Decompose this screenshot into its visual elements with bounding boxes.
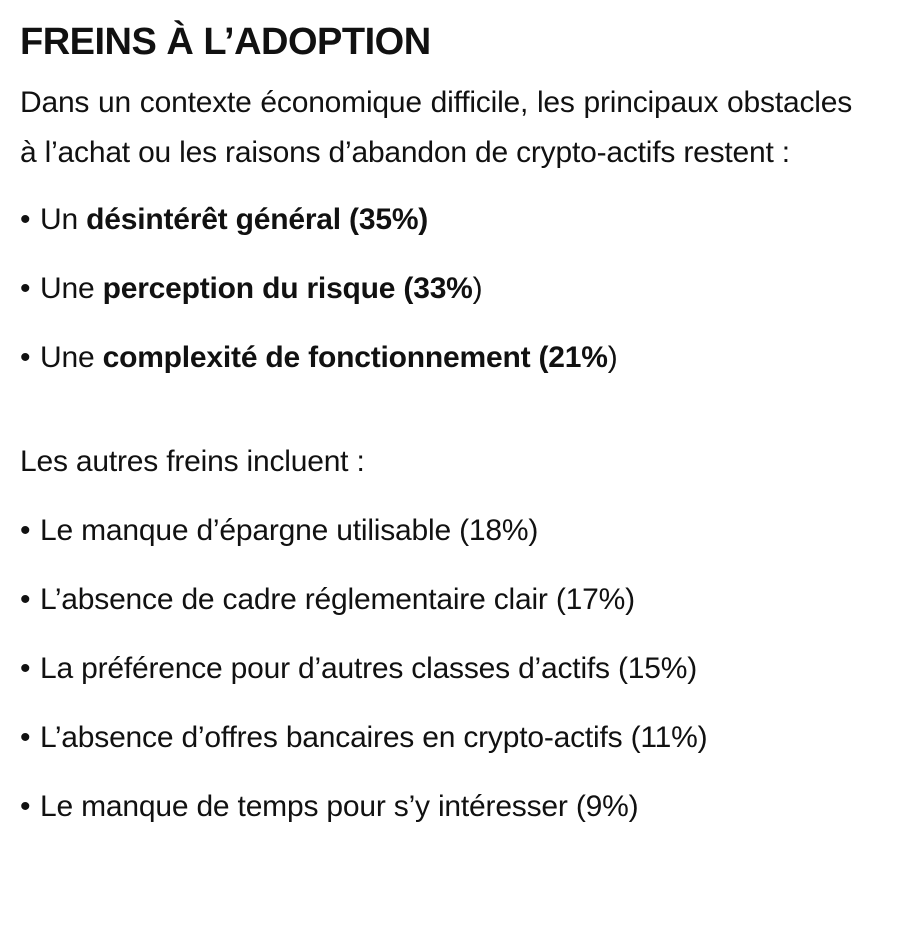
other-obstacles-list: [20, 511, 852, 827]
main-obstacle-item: [20, 338, 852, 378]
other-obstacle-item: [20, 718, 852, 758]
other-obstacle-text: L’absence de cadre réglementaire clair (17%): [40, 583, 635, 616]
main-obstacle-prefix: Une: [40, 341, 103, 374]
section-heading: FREINS À L’ADOPTION: [20, 21, 431, 63]
main-obstacle-suffix: ): [607, 341, 618, 374]
main-obstacle-prefix: Un: [40, 203, 87, 236]
main-obstacle-suffix: ): [472, 272, 483, 305]
intro-paragraph: Dans un contexte économique difficile, les principaux obstacles à l’achat ou les raisons d’abandon de crypto-actifs restent :: [20, 86, 852, 169]
main-obstacle-prefix: Une: [40, 272, 103, 305]
main-obstacle-item: [20, 269, 852, 309]
other-obstacle-item: [20, 649, 852, 689]
bullet-dot: •: [20, 721, 31, 754]
bullet-dot: •: [20, 790, 31, 823]
other-obstacle-item: [20, 787, 852, 827]
other-obstacle-item: [20, 580, 852, 620]
main-obstacle-bold: perception du risque (33%: [102, 272, 473, 305]
main-obstacle-bold: désintérêt général (35%): [86, 203, 429, 236]
other-obstacle-item: [20, 511, 852, 551]
bullet-dot: •: [20, 652, 31, 685]
main-obstacle-bold: complexité de fonctionnement (21%: [102, 341, 608, 374]
other-obstacle-text: L’absence d’offres bancaires en crypto-actifs (11%): [40, 721, 708, 754]
bullet-dot: •: [20, 272, 31, 305]
other-obstacles-intro: Les autres freins incluent :: [20, 445, 365, 478]
main-obstacle-item: [20, 200, 852, 240]
other-obstacle-text: Le manque d’épargne utilisable (18%): [40, 514, 539, 547]
bullet-dot: •: [20, 341, 31, 374]
main-obstacles-list: [20, 200, 852, 378]
bullet-dot: •: [20, 203, 31, 236]
other-obstacle-text: Le manque de temps pour s’y intéresser (9%): [40, 790, 639, 823]
other-obstacle-text: La préférence pour d’autres classes d’actifs (15%): [40, 652, 698, 685]
bullet-dot: •: [20, 583, 31, 616]
bullet-dot: •: [20, 514, 31, 547]
